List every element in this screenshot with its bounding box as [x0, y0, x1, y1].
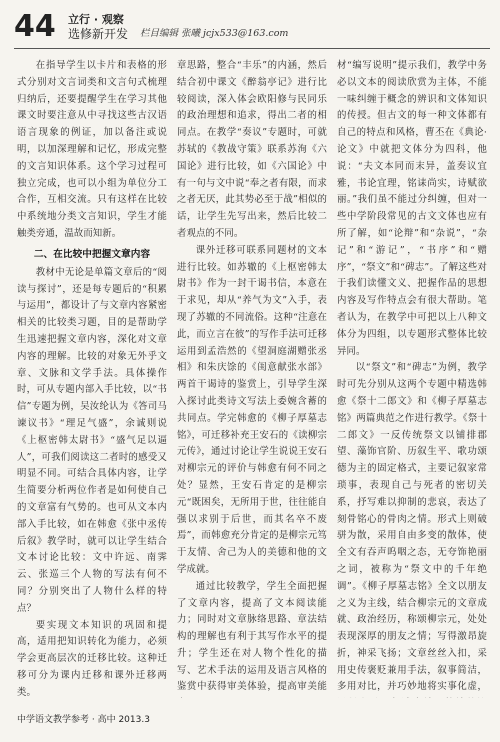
page-footer: 中学语文教学参考 · 高中 2013.3 — [17, 715, 150, 725]
section-heading: 二、在比较中把握文章内容 — [33, 248, 151, 260]
section-title: 立行 · 观察 — [68, 13, 124, 26]
paragraph: 课外迁移可联系同题材的文本进行比较。如苏辙的《上枢密韩太尉书》作为一封干谒书信，本意在于求见，却从“养气为文”入手，表现了苏辙的不同流俗。这种“注意在此，而立言在彼”的写作手法可迁移运用到孟浩然的《望洞庭湖赠张丞相》和朱庆馀的《闺意献张水部》两首干谒诗的鉴赏上，引导学生深入探讨此类诗文写法上委婉含蓄的共同点。学完韩愈的《柳子厚墓志铭》，可迁移补充王安石的《读柳宗元传》，通过讨论让学生说说王安石对柳宗元的评价与韩愈有何不同之处？显然，王安石肯定的是柳宗元“既困矣，无所用于世，往往能自强以求别于后世，而其名卒不废焉”，而韩愈充分肯定的是柳宗元笃于友情、舍己为人的美德和他的文学成就。 — [177, 244, 327, 575]
paragraph: 教材中无论是单篇文章后的“阅读与探讨”，还是每专题后的“积累与运用”，都设计了与文章内容紧密相关的比较类习题，目的是帮助学生迅速把握文章内容，深化对文章内容的理解。比较的对象无外乎文章、文脉和文学手法。具体操作时，可从专题内部入手比较，以“书信”专题为例，吴汝纶认为《答司马谏议书》“理足气盛”，余诚则说《上枢密韩太尉书》“盛气足以逼人”，可我们阅读这二者时的感受又明显不同。可结合具体内容，让学生简要分析两位作者是如何使自己的文章富有气势的。也可从文本内部入手比较，如在韩愈《张中丞传后叙》教学时，就可以让学生结合文本讨论比较：文中许远、南霁云、张巡三个人物的写法有何不同？分别突出了人物什么样的特点？ — [17, 266, 167, 614]
section-subtitle: 选修新开发 — [68, 27, 129, 41]
text-column-2 — [177, 58, 327, 698]
text-column-1 — [17, 58, 167, 698]
paragraph: 通过比较教学，学生全面把握了文章内容，提高了文本阅读能力；同时对文章脉络思路、章法结构的理解也有利于其写作水平的提升；学生还在对人物个性化的描写、艺术手法的运用及语言风格的鉴赏中获得审美体验，提高审美能 — [177, 580, 327, 693]
header-divider — [14, 48, 490, 49]
paragraph: 章思路，整合“丰乐”的内涵，然后结合初中课文《醉翁亭记》进行比较阅读，深入体会欧阳修与民同乐的政治理想和追求，得出二者的相同点。在教学“奏议”专题时，可就苏轼的《教战守策》联系苏洵《六国论》进行比较，如《六国论》中有一句与文中说“奉之者有限，而求之者无厌，此其势必至于战”相似的话，让学生先写出来，然后比较二者观点的不同。 — [177, 60, 327, 239]
editor-info: 栏目编辑 张曦 jcjx533@163.com — [140, 28, 289, 39]
paragraph: 要实现文本知识的巩固和提高，适用把知识转化为能力，必须学会更高层次的迁移比较。这种迁移可分为课内迁移和课外迁移两类。 — [17, 619, 167, 698]
paragraph: 材“编写说明”提示我们，教学中务必以文本的阅读欣赏为主体，不能一味纠缠于概念的辨识和文体知识的传授。但古文的每一种文体都有自己的特点和风格，曹丕在《典论·论文》中就把文体分为四科，他说：“夫文本同而末异，盖奏议宜雅，书论宜理，铭诔尚实，诗赋欲丽。”我们虽不能过分纠缠，但对一些中学阶段常见的古文文体也应有所了解，如“论辩”和“杂说”，“杂记”和“游记”，“书序”和“赠序”，“祭文”和“碑志”。了解这些对于我们读懂文义、把握作品的思想内容及写作特点会有很大帮助。笔者认为，在教学中可把以上八种文体分为四组，以专题形式整体比较异同。 — [337, 60, 487, 357]
text-column-3 — [337, 58, 487, 698]
page-header — [0, 0, 500, 58]
page-number: 44 — [14, 9, 56, 44]
paragraph: 在指导学生以卡片和表格的形式分别对文言词类和文言句式梳理归纳后，还要提醒学生在学习其他课文时要注意从中寻找这些古汉语语言现象的例证，加以备注或说明，以加深理解和记忆，形成完整的文言知识体系。这个学习过程可独立完成，也可以小组为单位分工合作，互相交流。只有这样在比较中系统地分类文言知识，学生才能触类旁通，温故而知新。 — [17, 60, 167, 239]
paragraph: 以“祭文”和“碑志”为例，教学时可先分别从这两个专题中精选韩愈《祭十二郎文》和《柳子厚墓志铭》两篇典范之作进行教学。《祭十二郎文》一反传统祭文以铺排郡望、藻饰官阶、历叙生平、歌功颂德为主的固定格式，主要记叙家常琐事，表现自己与死者的密切关系，抒写难以抑制的悲哀，表达了刻骨铭心的骨肉之情。形式上则破骈为散，采用自由多变的散体，使全文有吞声呜咽之态，无夸饰艳丽之词，被称为“祭文中的千年绝调”。《柳子厚墓志铭》全文以朋友之义为主线，结合柳宗元的文章成就、政治经历，称颂柳宗元，处处表现深厚的朋友之情；写得激昂旋折，神采飞扬；文章丝丝入扣，采用史传褒贬兼用手法，叙事简洁，多用对比，并巧妙地将实事化虚， — [337, 362, 487, 693]
